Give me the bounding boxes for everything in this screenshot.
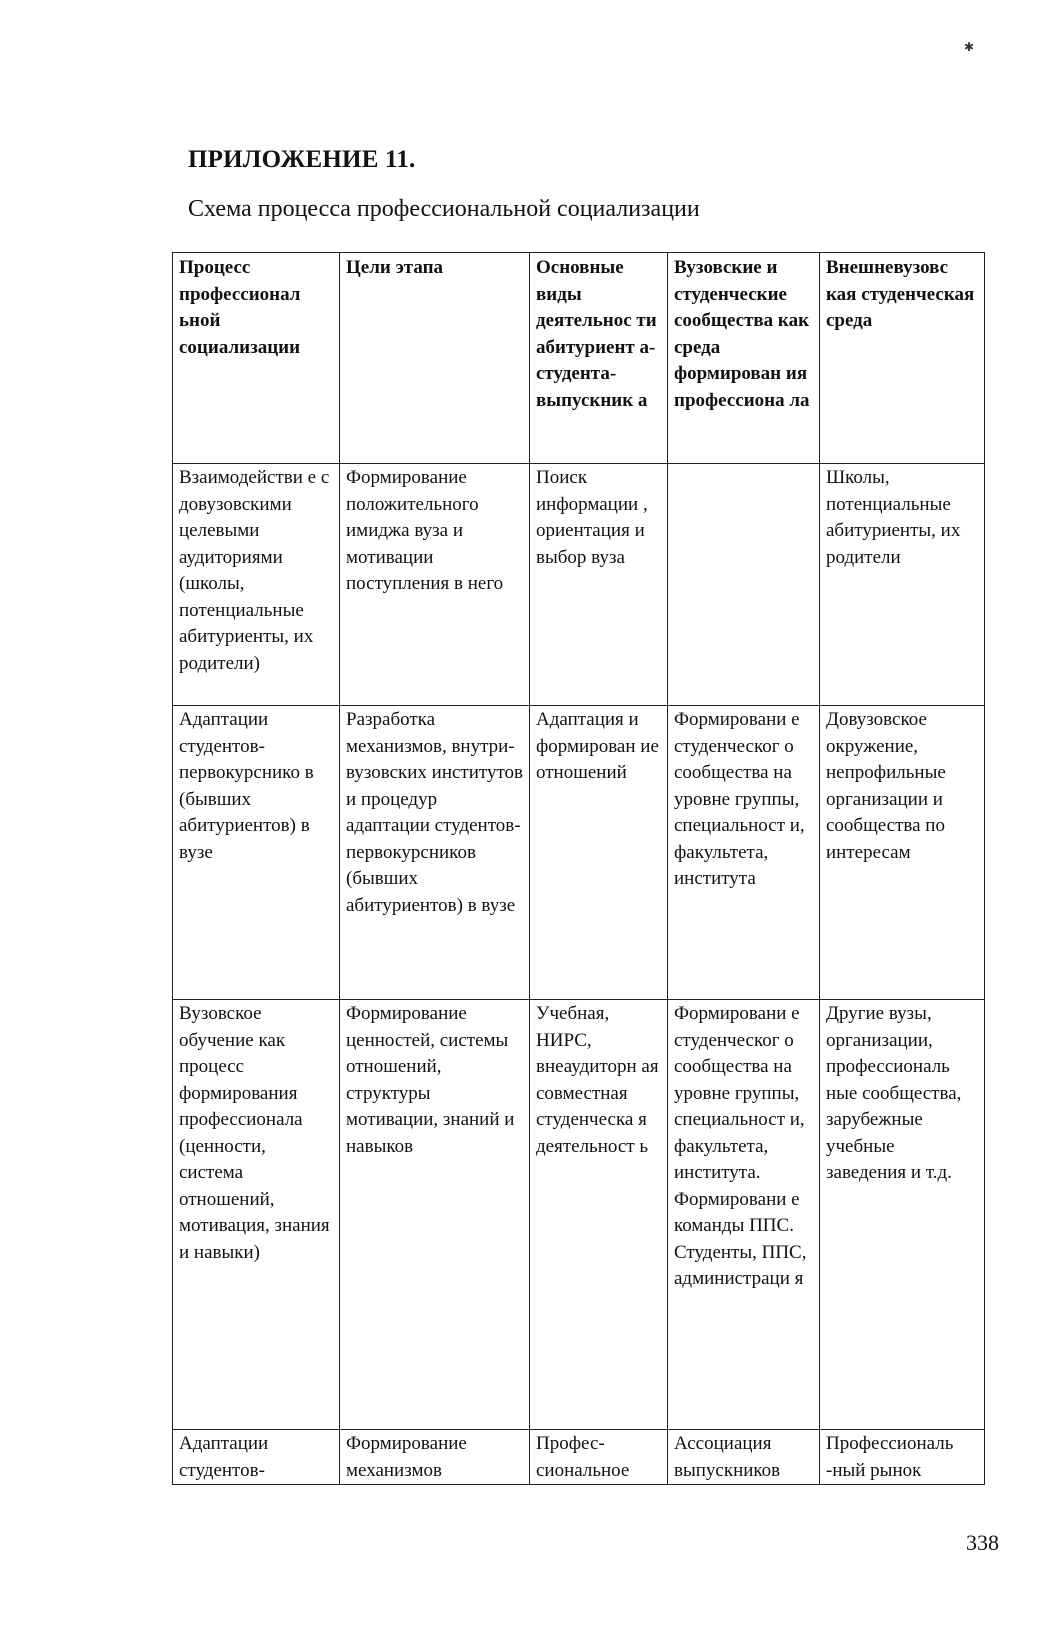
table-cell: Формирование ценностей, системы отношений, структуры мотивации, знаний и навыков xyxy=(340,1000,530,1430)
table-header-row xyxy=(173,253,985,464)
table-row xyxy=(173,1000,985,1430)
header-cell: Процесс профессионал ьной социализации xyxy=(173,253,340,464)
socialization-table xyxy=(172,252,985,1485)
header-cell: Вузовские и студенческие сообщества как среда формирован ия профессиона ла xyxy=(668,253,820,464)
table-cell: Учебная, НИРС, внеаудиторн ая совместная студенческа я деятельност ь xyxy=(530,1000,668,1430)
table-cell: Адаптации студентов-первокурснико в (бывших абитуриентов) в вузе xyxy=(173,706,340,1000)
table-cell: Взаимодействи е с довузовскими целевыми аудиториями (школы, потенциальные абитуриенты, их родители) xyxy=(173,464,340,706)
table-row xyxy=(173,706,985,1000)
table-cell: Ассоциация выпускников xyxy=(668,1430,820,1485)
header-cell: Внешневузовс кая студенческая среда xyxy=(820,253,985,464)
table-cell: Поиск информации , ориентация и выбор вуза xyxy=(530,464,668,706)
table-cell: Вузовское обучение как процесс формирования профессионала (ценности, система отношений, мотивация, знания и навыки) xyxy=(173,1000,340,1430)
table-cell: Формировани е студенческог о сообщества на уровне группы, специальност и, факультета, института. Формировани е команды ППС. Студенты, ППС, администраци я xyxy=(668,1000,820,1430)
table-cell: Формирование положительного имиджа вуза и мотивации поступления в него xyxy=(340,464,530,706)
table-cell: Школы, потенциальные абитуриенты, их родители xyxy=(820,464,985,706)
header-cell: Основные виды деятельнос ти абитуриент а-студента-выпускник а xyxy=(530,253,668,464)
table-cell: Формирование механизмов xyxy=(340,1430,530,1485)
scheme-title: Схема процесса профессиональной социализации xyxy=(188,196,700,222)
appendix-heading: ПРИЛОЖЕНИЕ 11. xyxy=(188,146,416,173)
table-cell: Адаптации студентов- xyxy=(173,1430,340,1485)
table-cell: Формировани е студенческог о сообщества на уровне группы, специальност и, факультета, института xyxy=(668,706,820,1000)
page-number: 338 xyxy=(966,1530,999,1555)
table-cell: Разработка механизмов, внутри-вузовских институтов и процедур адаптации студентов-первокурсников (бывших абитуриентов) в вузе xyxy=(340,706,530,1000)
table-cell: Довузовское окружение, непрофильные организации и сообщества по интересам xyxy=(820,706,985,1000)
table-cell: Адаптация и формирован ие отношений xyxy=(530,706,668,1000)
table-cell: Профессиональ -ный рынок xyxy=(820,1430,985,1485)
table-cell xyxy=(668,464,820,706)
scan-speck: ✱ xyxy=(964,40,975,54)
table-cell: Другие вузы, организации, профессиональ ные сообщества, зарубежные учебные заведения и т.д. xyxy=(820,1000,985,1430)
table-row xyxy=(173,464,985,706)
table-row xyxy=(173,1430,985,1485)
header-cell: Цели этапа xyxy=(340,253,530,464)
table-cell: Профес-сиональное xyxy=(530,1430,668,1485)
